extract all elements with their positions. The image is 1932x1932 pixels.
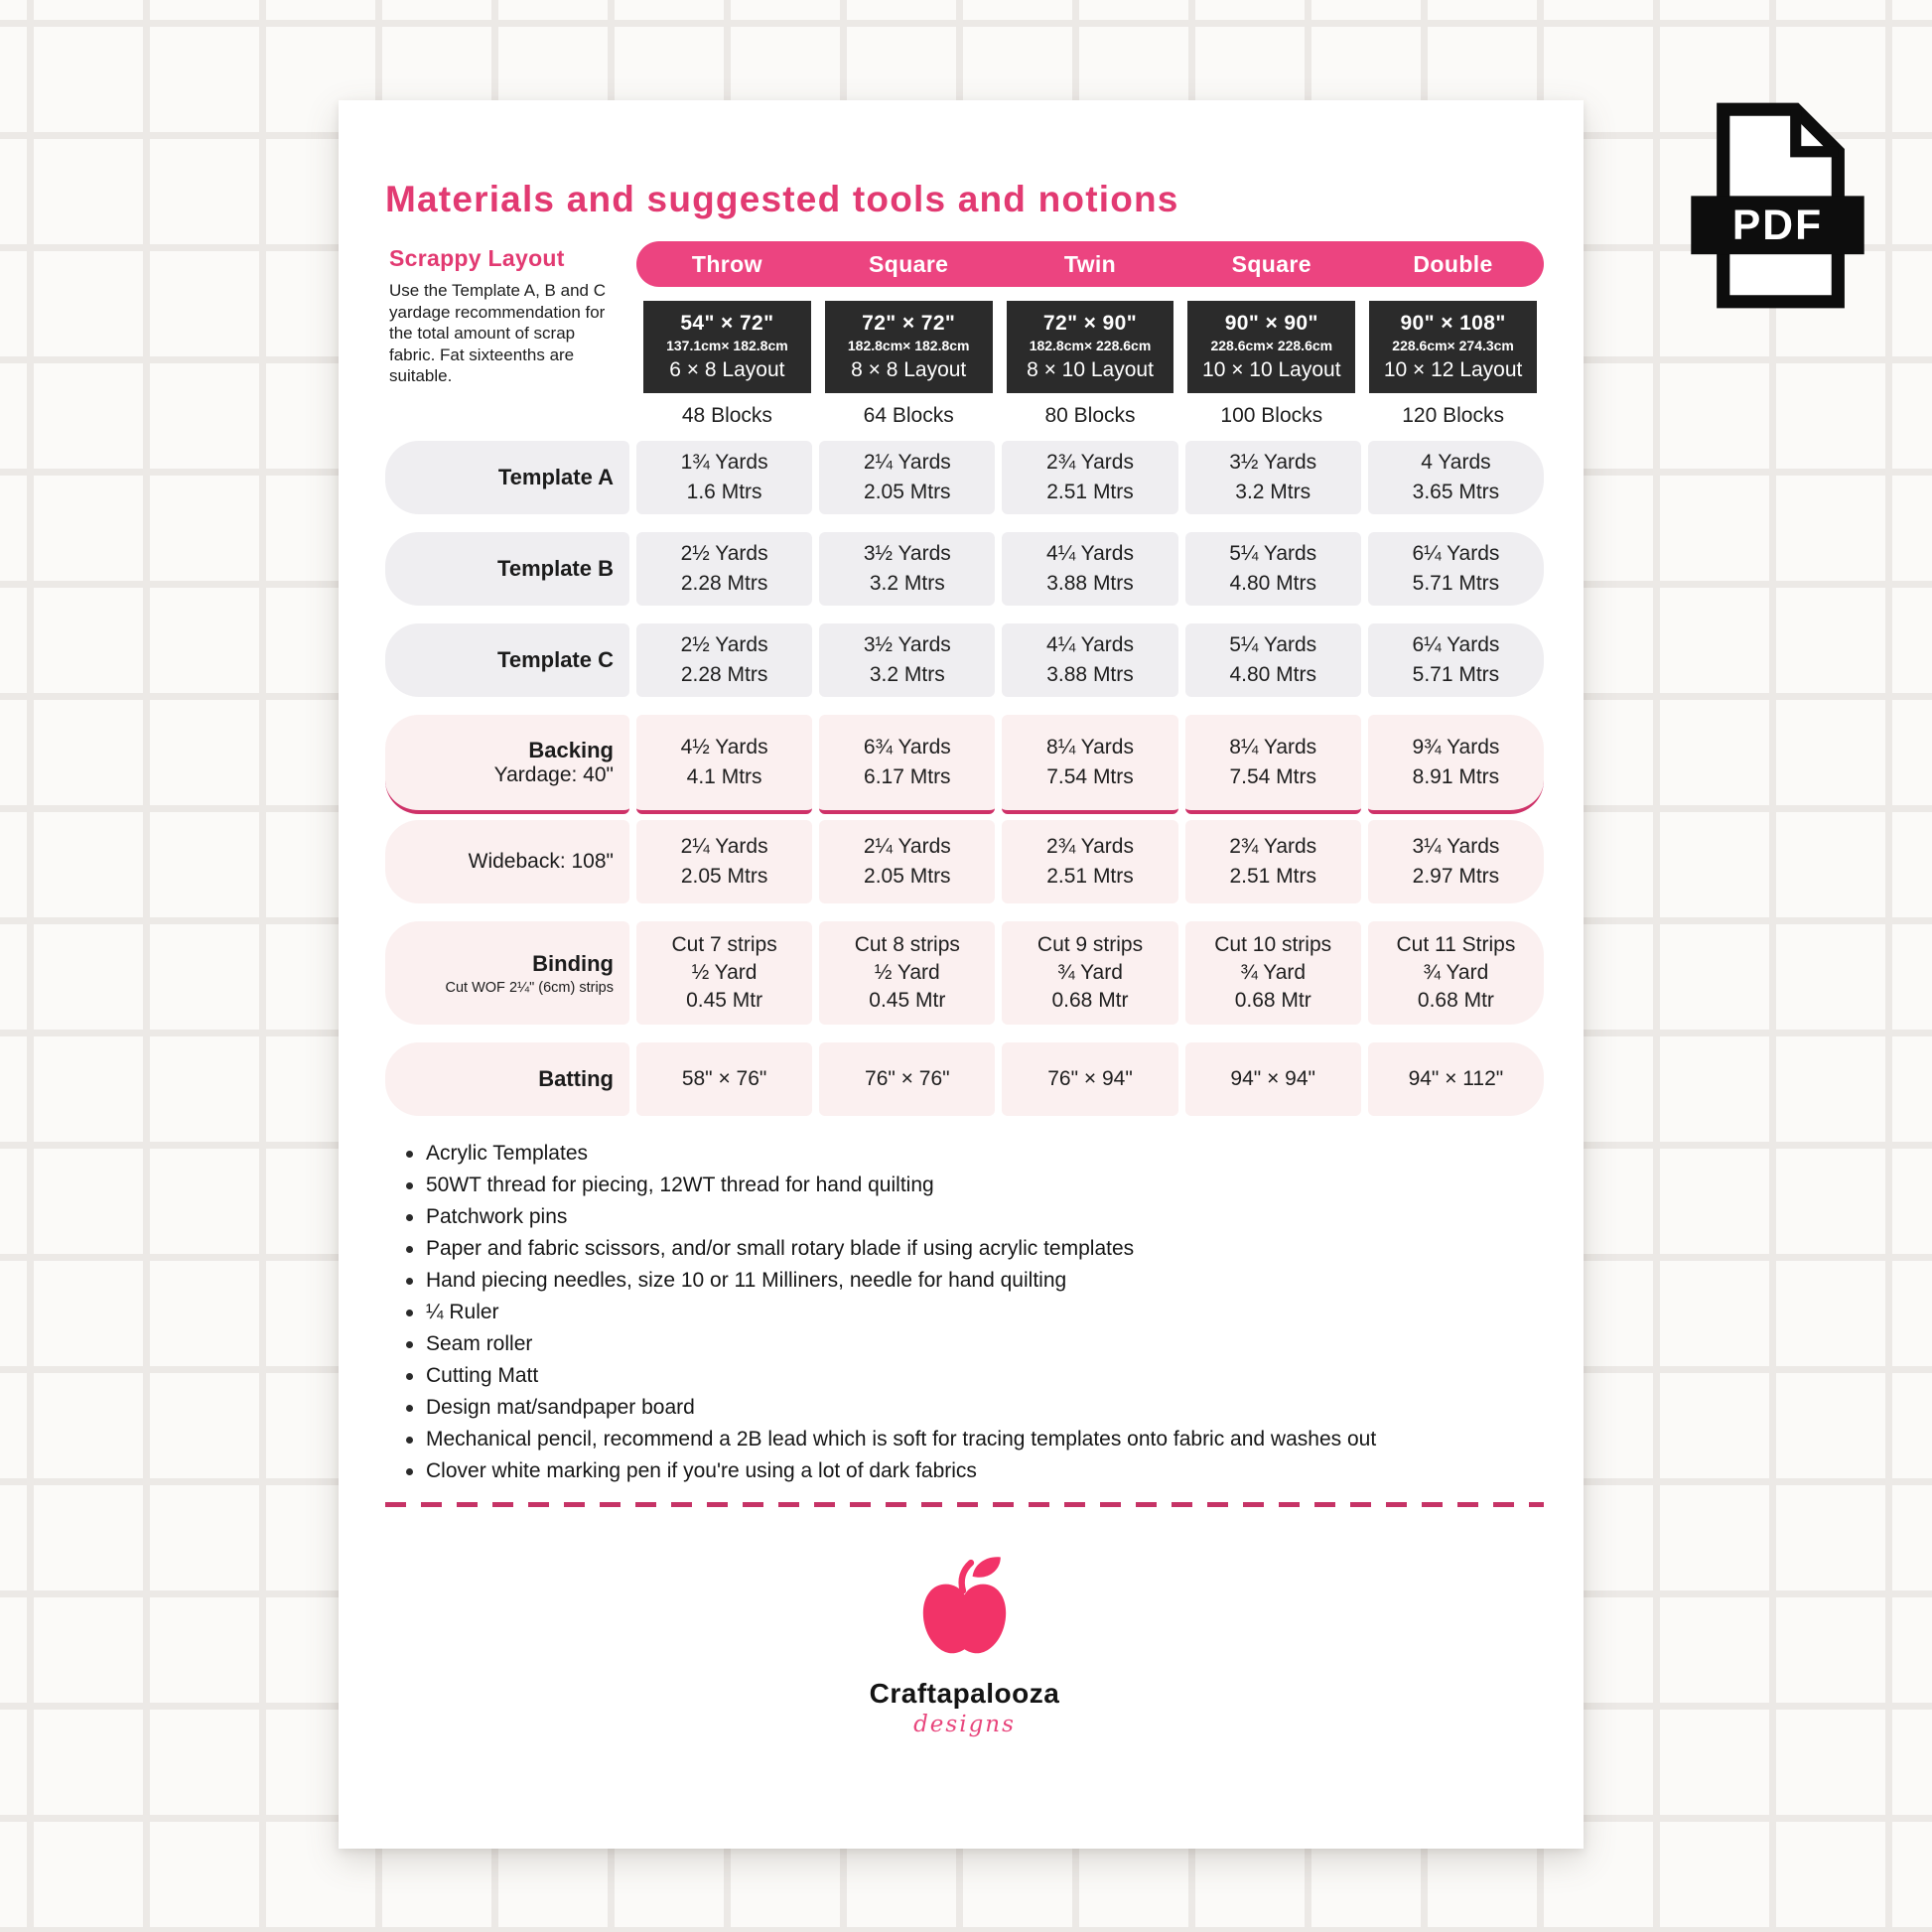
size-layout: 8 × 8 Layout — [851, 358, 967, 381]
bullet-icon — [406, 1182, 413, 1189]
cell-line: 6.17 Mtrs — [864, 765, 951, 788]
row-label — [385, 820, 629, 903]
table-cell — [1185, 532, 1361, 606]
list-item — [397, 1360, 1380, 1392]
cell-line: 2¼ Yards — [863, 451, 951, 474]
bullet-icon — [406, 1405, 413, 1412]
table-row-backing — [385, 715, 1544, 814]
cell-line: 3½ Yards — [863, 633, 951, 656]
list-item — [397, 1328, 1380, 1360]
cell-line: 9¾ Yards — [1412, 736, 1500, 759]
list-item — [397, 1297, 1380, 1328]
table-cell — [1368, 921, 1544, 1025]
column-header-throw: Throw — [691, 250, 762, 277]
list-item-text: Seam roller — [426, 1332, 533, 1355]
row-sublabel-text: Yardage: 40" — [493, 763, 614, 786]
scrappy-layout-heading: Scrappy Layout — [389, 245, 565, 271]
row-label — [385, 921, 629, 1025]
size-inches: 54" × 72" — [680, 312, 774, 335]
cell-line: 4.80 Mtrs — [1229, 663, 1316, 686]
table-row-template-c — [385, 623, 1544, 697]
blocks-count: 100 Blocks — [1220, 404, 1323, 427]
table-cell — [1185, 715, 1361, 814]
cell-line: 58" × 76" — [681, 1067, 767, 1090]
pdf-file-icon-graphic — [1684, 97, 1872, 314]
materials-table — [385, 241, 1544, 1116]
table-cell — [819, 532, 995, 606]
cell-line: 0.68 Mtr — [1417, 989, 1494, 1012]
table-cell — [1002, 623, 1177, 697]
table-cell — [819, 820, 995, 903]
bullet-icon — [406, 1468, 413, 1475]
table-row-batting — [385, 1042, 1544, 1116]
cell-line: 3.88 Mtrs — [1046, 572, 1134, 595]
table-cell — [1185, 623, 1361, 697]
cell-line: 2.51 Mtrs — [1229, 865, 1316, 888]
cell-line: ¾ Yard — [1057, 961, 1123, 984]
cell-line: 2.51 Mtrs — [1046, 481, 1134, 503]
bullet-icon — [406, 1151, 413, 1158]
cell-line: 3.88 Mtrs — [1046, 663, 1134, 686]
cell-line: 2.97 Mtrs — [1412, 865, 1500, 888]
list-item — [397, 1170, 1380, 1201]
table-cell — [819, 921, 995, 1025]
list-item-text: 50WT thread for piecing, 12WT thread for hand quilting — [426, 1173, 934, 1196]
list-item-text: Design mat/sandpaper board — [426, 1396, 695, 1419]
table-cell — [1185, 820, 1361, 903]
row-label-text: Template A — [497, 465, 614, 489]
table-cell — [819, 623, 995, 697]
list-item-text: Paper and fabric scissors, and/or small rotary blade if using acrylic templates — [426, 1237, 1135, 1260]
table-cell — [1002, 715, 1177, 814]
table-row-binding — [385, 921, 1544, 1025]
row-label-text: Wideback: 108" — [468, 850, 614, 873]
cell-line: 2.51 Mtrs — [1046, 865, 1134, 888]
table-cell — [1185, 921, 1361, 1025]
table-cell — [636, 820, 812, 903]
table-cell — [1002, 820, 1177, 903]
table-cell — [1368, 1042, 1544, 1116]
column-header-twin: Twin — [1063, 250, 1117, 277]
size-cm: 228.6cm× 228.6cm — [1210, 338, 1333, 353]
cell-line: 8¼ Yards — [1046, 736, 1134, 759]
cell-line: 2½ Yards — [680, 542, 768, 565]
cell-line: Cut 11 Strips — [1396, 933, 1516, 956]
table-row-template-b — [385, 532, 1544, 606]
blocks-count: 64 Blocks — [863, 404, 954, 427]
cell-line: 3¼ Yards — [1412, 835, 1500, 858]
size-inches: 90" × 108" — [1400, 312, 1506, 335]
size-layout: 8 × 10 Layout — [1027, 358, 1154, 381]
list-item-text: Clover white marking pen if you're using a lot of dark fabrics — [426, 1459, 977, 1482]
bullet-icon — [406, 1437, 413, 1444]
cell-line: Cut 10 strips — [1214, 933, 1332, 956]
table-row-wideback — [385, 820, 1544, 903]
table-cell — [819, 1042, 995, 1116]
cell-line: 3½ Yards — [863, 542, 951, 565]
size-box — [825, 301, 993, 393]
row-label-text: Template C — [497, 647, 614, 672]
cell-line: 2¼ Yards — [680, 835, 768, 858]
list-item — [397, 1233, 1380, 1265]
page-content — [339, 100, 1584, 1737]
cell-line: 4½ Yards — [680, 736, 768, 759]
size-box — [1187, 301, 1355, 393]
table-cell — [1002, 532, 1177, 606]
cell-line: 4¼ Yards — [1046, 542, 1134, 565]
size-header-row — [636, 241, 1544, 287]
column-header-square2: Square — [1231, 250, 1311, 277]
cell-line: 94" × 94" — [1230, 1067, 1315, 1090]
table-cell — [819, 715, 995, 814]
scrappy-layout-note — [389, 245, 620, 387]
page-title: Materials and suggested tools and notions — [385, 179, 1179, 219]
size-detail-row — [636, 301, 1544, 393]
blocks-count: 48 Blocks — [681, 404, 772, 427]
list-item-text: Patchwork pins — [426, 1205, 568, 1228]
cell-line: ½ Yard — [691, 961, 758, 984]
cell-line: 8.91 Mtrs — [1412, 765, 1500, 788]
cell-line: Cut 8 strips — [854, 933, 960, 956]
size-box — [1369, 301, 1537, 393]
notions-list — [397, 1138, 1380, 1487]
cell-line: 5¼ Yards — [1229, 633, 1317, 656]
bullet-icon — [406, 1341, 413, 1348]
cell-line: 2.28 Mtrs — [680, 572, 768, 595]
cell-line: 4 Yards — [1421, 451, 1491, 474]
size-layout: 6 × 8 Layout — [669, 358, 785, 381]
brand-tagline: designs — [913, 1712, 1016, 1737]
cell-line: 0.68 Mtr — [1234, 989, 1311, 1012]
cell-line: 5.71 Mtrs — [1412, 572, 1500, 595]
cell-line: 6¼ Yards — [1412, 542, 1500, 565]
table-cell — [636, 715, 812, 814]
cell-line: 3.2 Mtrs — [1235, 481, 1311, 503]
apple-logo-icon — [916, 1551, 1013, 1671]
cell-line: 4¼ Yards — [1046, 633, 1134, 656]
row-label-text: Backing — [528, 738, 614, 762]
list-item-text: Mechanical pencil, recommend a 2B lead which is soft for tracing templates onto fabric and washes out — [426, 1428, 1377, 1450]
list-item-text: ¼ Ruler — [426, 1301, 499, 1323]
cell-line: 7.54 Mtrs — [1046, 765, 1134, 788]
row-label — [385, 715, 629, 814]
row-sublabel-text: Cut WOF 2¼" (6cm) strips — [445, 979, 614, 996]
cell-line: Cut 7 strips — [671, 933, 777, 956]
cell-line: 2½ Yards — [680, 633, 768, 656]
table-cell — [819, 441, 995, 514]
table-cell — [1368, 715, 1544, 814]
list-item-text: Acrylic Templates — [426, 1142, 588, 1165]
cell-line: 6¼ Yards — [1412, 633, 1500, 656]
row-label-text: Template B — [497, 556, 614, 581]
cell-line: 0.45 Mtr — [686, 989, 763, 1012]
list-item — [397, 1201, 1380, 1233]
cell-line: 94" × 112" — [1408, 1067, 1504, 1090]
column-header-square: Square — [869, 250, 949, 277]
cell-line: ¾ Yard — [1240, 961, 1307, 984]
row-label — [385, 441, 629, 514]
cell-line: 2.05 Mtrs — [680, 865, 768, 888]
size-box — [643, 301, 811, 393]
size-cm: 228.6cm× 274.3cm — [1392, 338, 1514, 353]
cell-line: 5.71 Mtrs — [1412, 663, 1500, 686]
list-item — [397, 1455, 1380, 1487]
brand-block — [385, 1551, 1544, 1737]
document-page — [339, 100, 1584, 1849]
row-label — [385, 1042, 629, 1116]
dashed-divider — [385, 1502, 1544, 1507]
cell-line: Cut 9 strips — [1036, 933, 1144, 956]
size-cm: 182.8cm× 228.6cm — [1029, 338, 1152, 353]
list-item — [397, 1265, 1380, 1297]
table-cell — [636, 921, 812, 1025]
list-item — [397, 1392, 1380, 1424]
pdf-file-icon — [1684, 97, 1872, 314]
cell-line: 2.05 Mtrs — [864, 481, 951, 503]
list-item-text: Cutting Matt — [426, 1364, 539, 1387]
table-cell — [636, 532, 812, 606]
scrappy-layout-body: Use the Template A, B and C yardage recommendation for the total amount of scrap fabric. Fat sixteenths are suitable. — [389, 281, 606, 385]
row-label-text: Batting — [538, 1066, 614, 1091]
cell-line: 2.28 Mtrs — [680, 663, 768, 686]
table-row-template-a — [385, 441, 1544, 514]
list-item — [397, 1138, 1380, 1170]
size-cm: 137.1cm× 182.8cm — [666, 338, 788, 353]
cell-line: 76" × 76" — [865, 1067, 950, 1090]
pdf-badge-label: PDF — [1731, 201, 1824, 249]
cell-line: 7.54 Mtrs — [1229, 765, 1316, 788]
cell-line: 4.1 Mtrs — [686, 765, 762, 788]
table-cell — [1368, 820, 1544, 903]
cell-line: 1.6 Mtrs — [686, 481, 762, 503]
size-layout: 10 × 12 Layout — [1383, 358, 1523, 381]
cell-line: 6¾ Yards — [863, 736, 951, 759]
cell-line: 2.05 Mtrs — [864, 865, 951, 888]
column-header-area — [636, 241, 1544, 428]
cell-line: 2¾ Yards — [1229, 835, 1317, 858]
bullet-icon — [406, 1214, 413, 1221]
bullet-icon — [406, 1373, 413, 1380]
cell-line: 3.2 Mtrs — [869, 663, 945, 686]
cell-line: 0.45 Mtr — [869, 989, 946, 1012]
cell-line: 3.65 Mtrs — [1412, 481, 1500, 503]
size-inches: 72" × 90" — [1042, 312, 1138, 335]
size-cm: 182.8cm× 182.8cm — [847, 338, 970, 353]
size-inches: 72" × 72" — [862, 312, 956, 335]
table-cell — [1368, 532, 1544, 606]
bullet-icon — [406, 1278, 413, 1285]
column-header-double: Double — [1413, 250, 1493, 277]
cell-line: 1¾ Yards — [680, 451, 768, 474]
size-box — [1007, 301, 1174, 393]
blocks-count-row — [636, 404, 1544, 428]
cell-line: 2¾ Yards — [1046, 835, 1134, 858]
blocks-count: 80 Blocks — [1044, 404, 1136, 427]
cell-line: ¾ Yard — [1423, 961, 1489, 984]
table-cell — [1185, 1042, 1361, 1116]
table-rows — [385, 441, 1544, 1116]
size-inches: 90" × 90" — [1224, 312, 1318, 335]
cell-line: 2¾ Yards — [1046, 451, 1134, 474]
cell-line: 3½ Yards — [1229, 451, 1317, 474]
table-cell — [1002, 1042, 1177, 1116]
bullet-icon — [406, 1246, 413, 1253]
list-item — [397, 1424, 1380, 1455]
table-cell — [636, 623, 812, 697]
table-cell — [1368, 623, 1544, 697]
list-item-text: Hand piecing needles, size 10 or 11 Milliners, needle for hand quilting — [426, 1269, 1067, 1292]
cell-line: ½ Yard — [874, 961, 940, 984]
row-label-text: Binding — [532, 950, 614, 976]
blocks-count: 120 Blocks — [1402, 404, 1504, 427]
cell-line: 4.80 Mtrs — [1229, 572, 1316, 595]
table-cell — [1002, 921, 1177, 1025]
table-cell — [1185, 441, 1361, 514]
cell-line: 76" × 94" — [1047, 1067, 1133, 1090]
cell-line: 2¼ Yards — [863, 835, 951, 858]
table-cell — [636, 1042, 812, 1116]
cell-line: 3.2 Mtrs — [869, 572, 945, 595]
table-cell — [1368, 441, 1544, 514]
size-layout: 10 × 10 Layout — [1202, 358, 1341, 381]
cell-line: 5¼ Yards — [1229, 542, 1317, 565]
bullet-icon — [406, 1310, 413, 1316]
table-cell — [1002, 441, 1177, 514]
cell-line: 0.68 Mtr — [1051, 989, 1129, 1012]
row-label — [385, 532, 629, 606]
row-label — [385, 623, 629, 697]
table-cell — [636, 441, 812, 514]
brand-name: Craftapalooza — [869, 1678, 1060, 1709]
cell-line: 8¼ Yards — [1229, 736, 1317, 759]
